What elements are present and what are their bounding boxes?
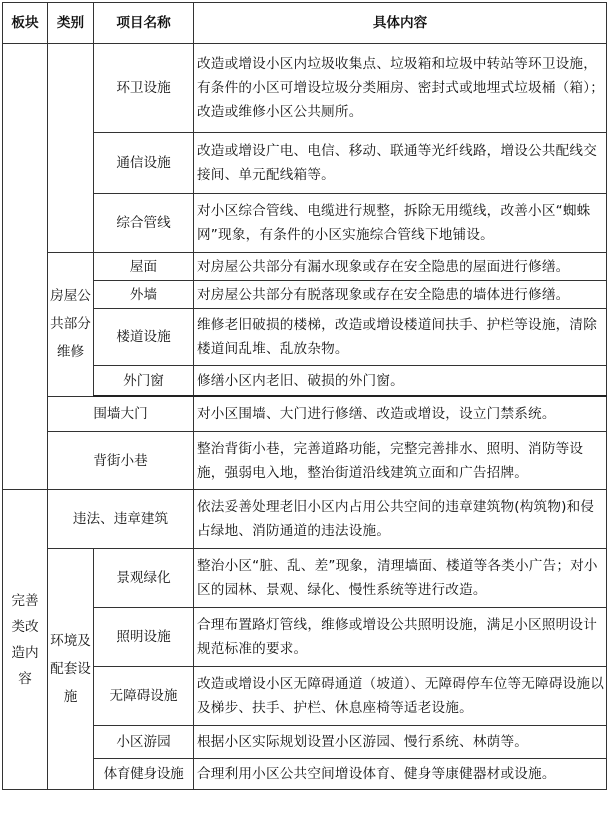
renovation-table <box>2 2 607 790</box>
table-row <box>3 44 607 133</box>
table-row <box>3 759 607 790</box>
table-row <box>3 667 607 726</box>
item-name: 围墙大门 <box>48 396 194 432</box>
header-item: 项目名称 <box>94 3 194 44</box>
item-content: 对房屋公共部分有脱落现象或存在安全隐患的墙体进行修缮。 <box>194 281 607 309</box>
table-row <box>3 133 607 194</box>
item-content: 改造或增设广电、电信、移动、联通等光纤线路，增设公共配线交接间、单元配线箱等。 <box>194 133 607 194</box>
item-content: 对小区围墙、大门进行修缮、改造或增设，设立门禁系统。 <box>194 396 607 432</box>
category-environment: 环境及配套设施 <box>48 549 94 790</box>
item-name: 外墙 <box>94 281 194 309</box>
item-name: 综合管线 <box>94 194 194 253</box>
item-content: 根据小区实际规划设置小区游园、慢行系统、林荫等。 <box>194 726 607 759</box>
table-row <box>3 726 607 759</box>
item-content: 维修老旧破损的楼梯，改造或增设楼道间扶手、护栏等设施，清除楼道间乱堆、乱放杂物。 <box>194 309 607 366</box>
header-row <box>3 3 607 44</box>
table-row <box>3 281 607 309</box>
item-content: 对房屋公共部分有漏水现象或存在安全隐患的屋面进行修缮。 <box>194 253 607 281</box>
item-content: 改造或增设小区无障碍通道（坡道）、无障碍停车位等无障碍设施以及梯步、扶手、护栏、休息座椅等适老设施。 <box>194 667 607 726</box>
item-content: 合理布置路灯管线，维修或增设公共照明设施，满足小区照明设计规范标准的要求。 <box>194 608 607 667</box>
table-row <box>3 549 607 608</box>
table-row <box>3 253 607 281</box>
item-name: 无障碍设施 <box>94 667 194 726</box>
item-name: 背街小巷 <box>48 432 194 490</box>
table-row <box>3 396 607 432</box>
table-wrapper <box>2 2 607 790</box>
item-name: 照明设施 <box>94 608 194 667</box>
table-row <box>3 490 607 549</box>
item-name: 通信设施 <box>94 133 194 194</box>
item-content: 整治小区“脏、乱、差”现象，清理墙面、楼道等各类小广告；对小区的园林、景观、绿化、慢性系统等进行改造。 <box>194 549 607 608</box>
table-row <box>3 194 607 253</box>
table-row <box>3 309 607 366</box>
item-name: 环卫设施 <box>94 44 194 133</box>
item-name: 体育健身设施 <box>94 759 194 790</box>
header-category: 类别 <box>48 3 94 44</box>
item-name: 景观绿化 <box>94 549 194 608</box>
item-content: 对小区综合管线、电缆进行规整，拆除无用缆线，改善小区“蜘蛛网”现象，有条件的小区实施综合管线下地铺设。 <box>194 194 607 253</box>
table-row <box>3 608 607 667</box>
board-cell-top <box>3 44 48 490</box>
item-name: 屋面 <box>94 253 194 281</box>
item-name: 楼道设施 <box>94 309 194 366</box>
table-row <box>3 366 607 397</box>
category-cell-blank <box>48 44 94 253</box>
item-content: 改造或增设小区内垃圾收集点、垃圾箱和垃圾中转站等环卫设施，有条件的小区可增设垃圾分类厢房、密封式或地埋式垃圾桶（箱）；改造或维修小区公共厕所。 <box>194 44 607 133</box>
item-content: 修缮小区内老旧、破损的外门窗。 <box>194 366 607 397</box>
item-name: 小区游园 <box>94 726 194 759</box>
item-name: 外门窗 <box>94 366 194 397</box>
category-housing: 房屋公共部分维修 <box>48 253 94 397</box>
item-name: 违法、违章建筑 <box>48 490 194 549</box>
header-board: 板块 <box>3 3 48 44</box>
item-content: 合理利用小区公共空间增设体育、健身等康健器材或设施。 <box>194 759 607 790</box>
table-row <box>3 432 607 490</box>
item-content: 依法妥善处理老旧小区内占用公共空间的违章建筑物(构筑物)和侵占绿地、消防通道的违法设施。 <box>194 490 607 549</box>
header-content: 具体内容 <box>194 3 607 44</box>
item-content: 整治背街小巷，完善道路功能，完整完善排水、照明、消防等设施，强弱电入地，整治街道沿线建筑立面和广告招牌。 <box>194 432 607 490</box>
board-improve: 完善类改造内容 <box>3 490 48 790</box>
